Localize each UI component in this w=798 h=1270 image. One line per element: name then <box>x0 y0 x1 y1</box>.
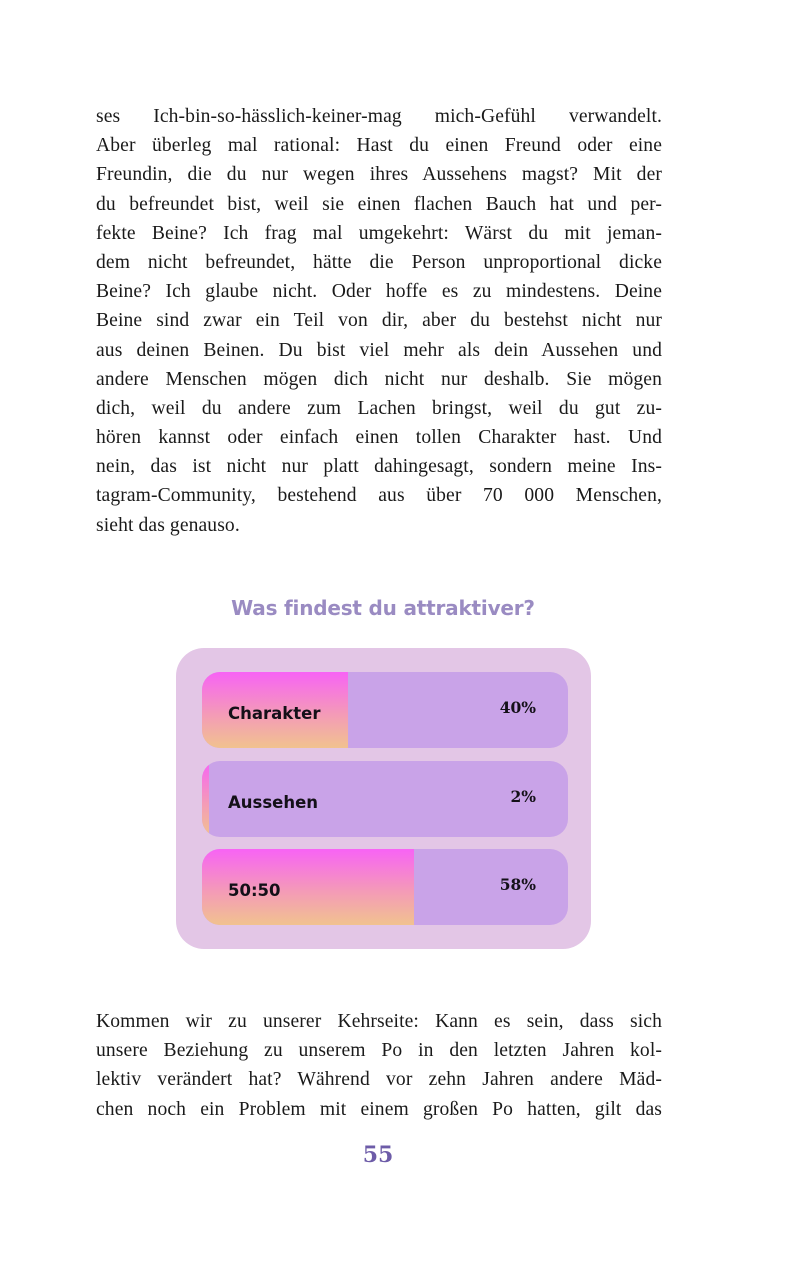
body-paragraph-2 <box>96 1007 662 1124</box>
poll-option-50-50 <box>202 849 568 925</box>
text-line: unsere Beziehung zu unserem Po in den letzten Jahren kol- <box>96 1040 662 1062</box>
text-line: nein, das ist nicht nur platt dahingesagt, sondern meine Ins- <box>96 456 662 478</box>
text-line: lektiv verändert hat? Während vor zehn Jahren andere Mäd- <box>96 1069 662 1091</box>
poll-fill-bar <box>202 761 209 837</box>
poll-card <box>176 648 591 949</box>
poll-title: Was findest du attraktiver? <box>231 596 535 620</box>
poll-option-percent: 2% <box>510 786 536 806</box>
text-line: dich, weil du andere zum Lachen bringst, weil du gut zu- <box>96 397 662 419</box>
text-line: chen noch ein Problem mit einem großen Po hatten, gilt das <box>96 1098 662 1120</box>
text-line: Freundin, die du nur wegen ihres Aussehens magst? Mit der <box>96 164 662 186</box>
text-line: Aber überleg mal rational: Hast du einen Freund oder eine <box>96 135 662 157</box>
text-line: fekte Beine? Ich frag mal umgekehrt: Wärst du mit jeman- <box>96 222 662 244</box>
text-line: Beine sind zwar ein Teil von dir, aber du bestehst nicht nur <box>96 310 662 332</box>
text-line: Kommen wir zu unserer Kehrseite: Kann es sein, dass sich <box>96 1011 662 1032</box>
poll-option-label: 50:50 <box>228 880 281 900</box>
text-line: Beine? Ich glaube nicht. Oder hoffe es zu mindestens. Deine <box>96 281 662 303</box>
body-paragraph-1 <box>96 102 662 540</box>
poll-option-charakter <box>202 672 568 748</box>
text-line: sieht das genauso. <box>96 514 240 536</box>
poll-option-percent: 58% <box>499 874 536 894</box>
poll-option-aussehen <box>202 761 568 837</box>
poll-option-percent: 40% <box>499 697 536 717</box>
poll-option-label: Charakter <box>228 703 321 723</box>
text-line: dem nicht befreundet, hätte die Person unproportional dicke <box>96 251 662 273</box>
text-line: aus deinen Beinen. Du bist viel mehr als dein Aussehen und <box>96 339 662 361</box>
text-line: du befreundet bist, weil sie einen flachen Bauch hat und per- <box>96 193 662 215</box>
text-line: tagram-Community, bestehend aus über 70 000 Menschen, <box>96 485 662 507</box>
page-number: 55 <box>362 1142 394 1168</box>
text-line: andere Menschen mögen dich nicht nur deshalb. Sie mögen <box>96 368 662 390</box>
text-line: hören kannst oder einfach einen tollen Charakter hast. Und <box>96 427 662 449</box>
text-line: ses Ich-bin-so-hässlich-keiner-mag mich-Gefühl verwandelt. <box>96 106 662 127</box>
poll-option-label: Aussehen <box>228 792 319 812</box>
